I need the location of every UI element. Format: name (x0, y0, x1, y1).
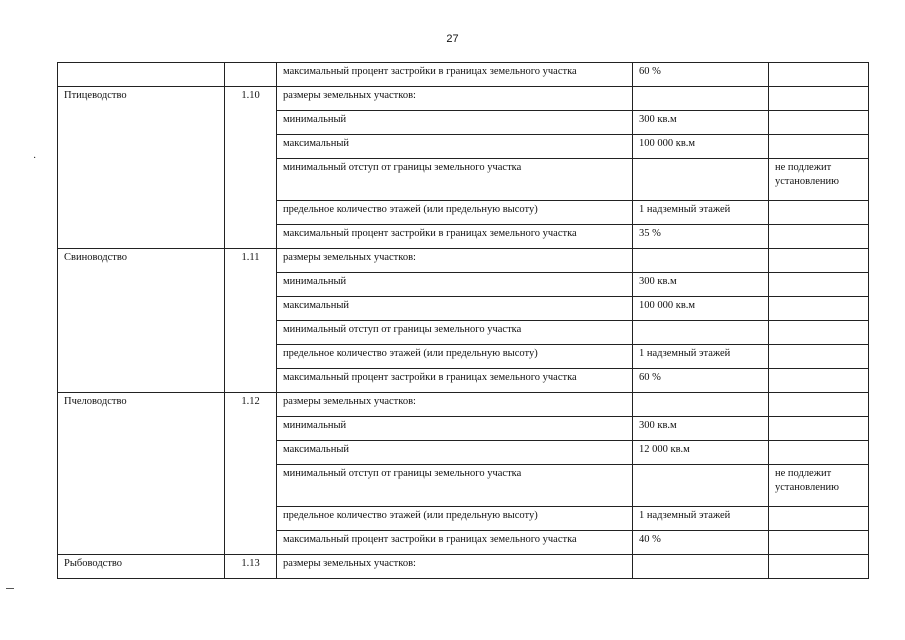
value-cell (633, 465, 769, 507)
note-cell (769, 555, 869, 579)
parameter-cell: размеры земельных участков: (277, 555, 633, 579)
page-number: 27 (446, 33, 459, 45)
table-row (58, 249, 869, 273)
note-cell: не подлежит установлению (769, 465, 869, 507)
note-cell (769, 135, 869, 159)
note-cell (769, 417, 869, 441)
note-cell (769, 201, 869, 225)
note-cell (769, 63, 869, 87)
note-cell (769, 87, 869, 111)
value-cell (633, 393, 769, 417)
code-cell (225, 63, 277, 87)
value-cell: 300 кв.м (633, 111, 769, 135)
parameter-cell: минимальный отступ от границы земельного участка (277, 321, 633, 345)
value-cell (633, 555, 769, 579)
value-cell: 60 % (633, 369, 769, 393)
parameter-cell: максимальный (277, 441, 633, 465)
use-type-cell: Птицеводство (58, 87, 225, 249)
parameter-cell: максимальный (277, 297, 633, 321)
note-cell (769, 441, 869, 465)
value-cell: 60 % (633, 63, 769, 87)
note-cell (769, 273, 869, 297)
scan-artifact-mark (6, 588, 14, 589)
value-cell: 300 кв.м (633, 417, 769, 441)
value-cell: 1 надземный этажей (633, 345, 769, 369)
value-cell (633, 321, 769, 345)
use-type-cell (58, 63, 225, 87)
parameter-cell: минимальный (277, 273, 633, 297)
value-cell: 300 кв.м (633, 273, 769, 297)
parameter-cell: минимальный (277, 111, 633, 135)
use-type-cell: Пчеловодство (58, 393, 225, 555)
table-row (58, 63, 869, 87)
use-type-cell: Рыбоводство (58, 555, 225, 579)
land-use-parameters-table (57, 62, 869, 579)
code-cell: 1.13 (225, 555, 277, 579)
value-cell: 40 % (633, 531, 769, 555)
value-cell (633, 159, 769, 201)
parameter-cell: предельное количество этажей (или предельную высоту) (277, 201, 633, 225)
parameter-cell: предельное количество этажей (или предельную высоту) (277, 345, 633, 369)
note-cell (769, 393, 869, 417)
parameter-cell: минимальный отступ от границы земельного участка (277, 465, 633, 507)
parameter-cell: максимальный процент застройки в границах земельного участка (277, 369, 633, 393)
note-cell (769, 345, 869, 369)
scan-artifact-dot: · (33, 153, 37, 164)
parameter-cell: предельное количество этажей (или предельную высоту) (277, 507, 633, 531)
value-cell: 1 надземный этажей (633, 507, 769, 531)
value-cell: 100 000 кв.м (633, 297, 769, 321)
code-cell: 1.11 (225, 249, 277, 393)
use-type-cell: Свиноводство (58, 249, 225, 393)
value-cell: 12 000 кв.м (633, 441, 769, 465)
note-cell (769, 507, 869, 531)
value-cell: 100 000 кв.м (633, 135, 769, 159)
note-cell (769, 531, 869, 555)
parameter-cell: максимальный (277, 135, 633, 159)
value-cell: 1 надземный этажей (633, 201, 769, 225)
parameter-cell: размеры земельных участков: (277, 393, 633, 417)
code-cell: 1.12 (225, 393, 277, 555)
table-row (58, 87, 869, 111)
parameter-cell: максимальный процент застройки в границах земельного участка (277, 531, 633, 555)
parameter-cell: максимальный процент застройки в границах земельного участка (277, 63, 633, 87)
note-cell (769, 369, 869, 393)
value-cell (633, 87, 769, 111)
parameter-cell: размеры земельных участков: (277, 249, 633, 273)
value-cell: 35 % (633, 225, 769, 249)
parameter-cell: размеры земельных участков: (277, 87, 633, 111)
table-row (58, 393, 869, 417)
note-cell (769, 297, 869, 321)
value-cell (633, 249, 769, 273)
note-cell (769, 321, 869, 345)
parameter-cell: минимальный отступ от границы земельного участка (277, 159, 633, 201)
code-cell: 1.10 (225, 87, 277, 249)
note-cell (769, 225, 869, 249)
note-cell (769, 111, 869, 135)
note-cell: не подлежит установлению (769, 159, 869, 201)
parameter-cell: максимальный процент застройки в границах земельного участка (277, 225, 633, 249)
note-cell (769, 249, 869, 273)
table-row (58, 555, 869, 579)
parameter-cell: минимальный (277, 417, 633, 441)
